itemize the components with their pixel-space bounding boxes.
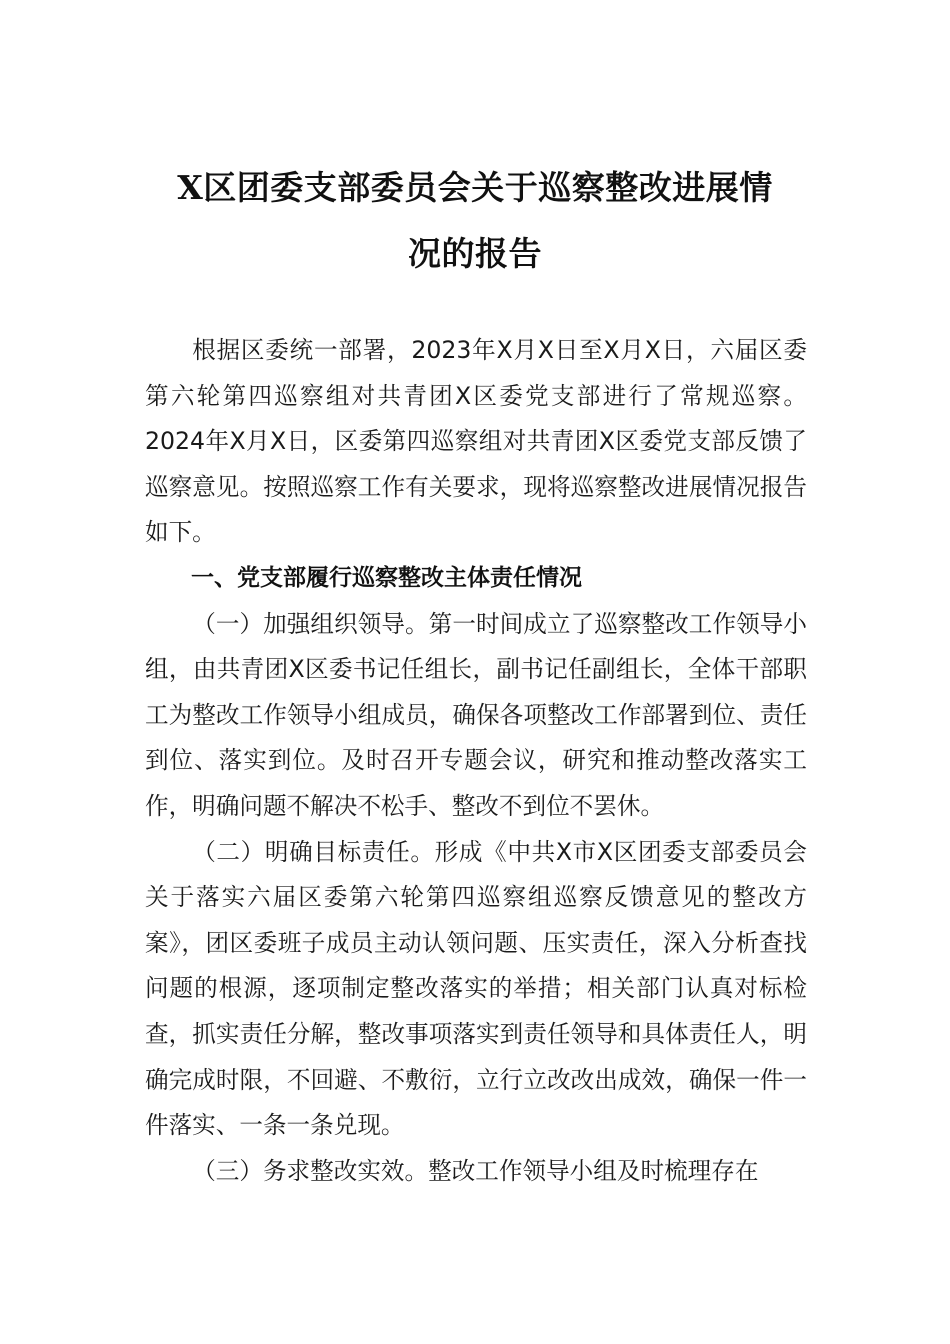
document-title-line-1: X区团委支部委员会关于巡察整改进展情: [177, 168, 773, 207]
document-body: [145, 328, 807, 1194]
document-title-line-2: 况的报告: [408, 234, 542, 273]
intro-paragraph: 根据区委统一部署，2023年X月X日至X月X日，六届区委第六轮第四巡察组对共青团X区委党支部进行了常规巡察。2024年X月X日，区委第四巡察组对共青团X区委党支部反馈了巡察意见。按照巡察工作有关要求，现将巡察整改进展情况报告如下。: [145, 336, 807, 547]
paragraph-rectification-effect: （三）务求整改实效。整改工作领导小组及时梳理存在: [192, 1156, 759, 1185]
paragraph-target-responsibility: （二）明确目标责任。形成《中共X市X区团委支部委员会关于落实六届区委第六轮第四巡察组巡察反馈意见的整改方案》，团区委班子成员主动认领问题、压实责任，深入分析查找问题的根源，逐项制定整改落实的举措；相关部门认真对标检查，抓实责任分解，整改事项落实到责任领导和具体责任人，明确完成时限，不回避、不敷衍，立行立改改出成效，确保一件一件落实、一条一条兑现。: [145, 837, 807, 1140]
paragraph-organization-leadership: （一）加强组织领导。第一时间成立了巡察整改工作领导小组，由共青团X区委书记任组长，副书记任副组长，全体干部职工为整改工作领导小组成员，确保各项整改工作部署到位、责任到位、落实到位。及时召开专题会议，研究和推动整改落实工作，明确问题不解决不松手、整改不到位不罢休。: [145, 609, 807, 820]
section-heading-1: 一、党支部履行巡察整改主体责任情况: [191, 564, 582, 591]
